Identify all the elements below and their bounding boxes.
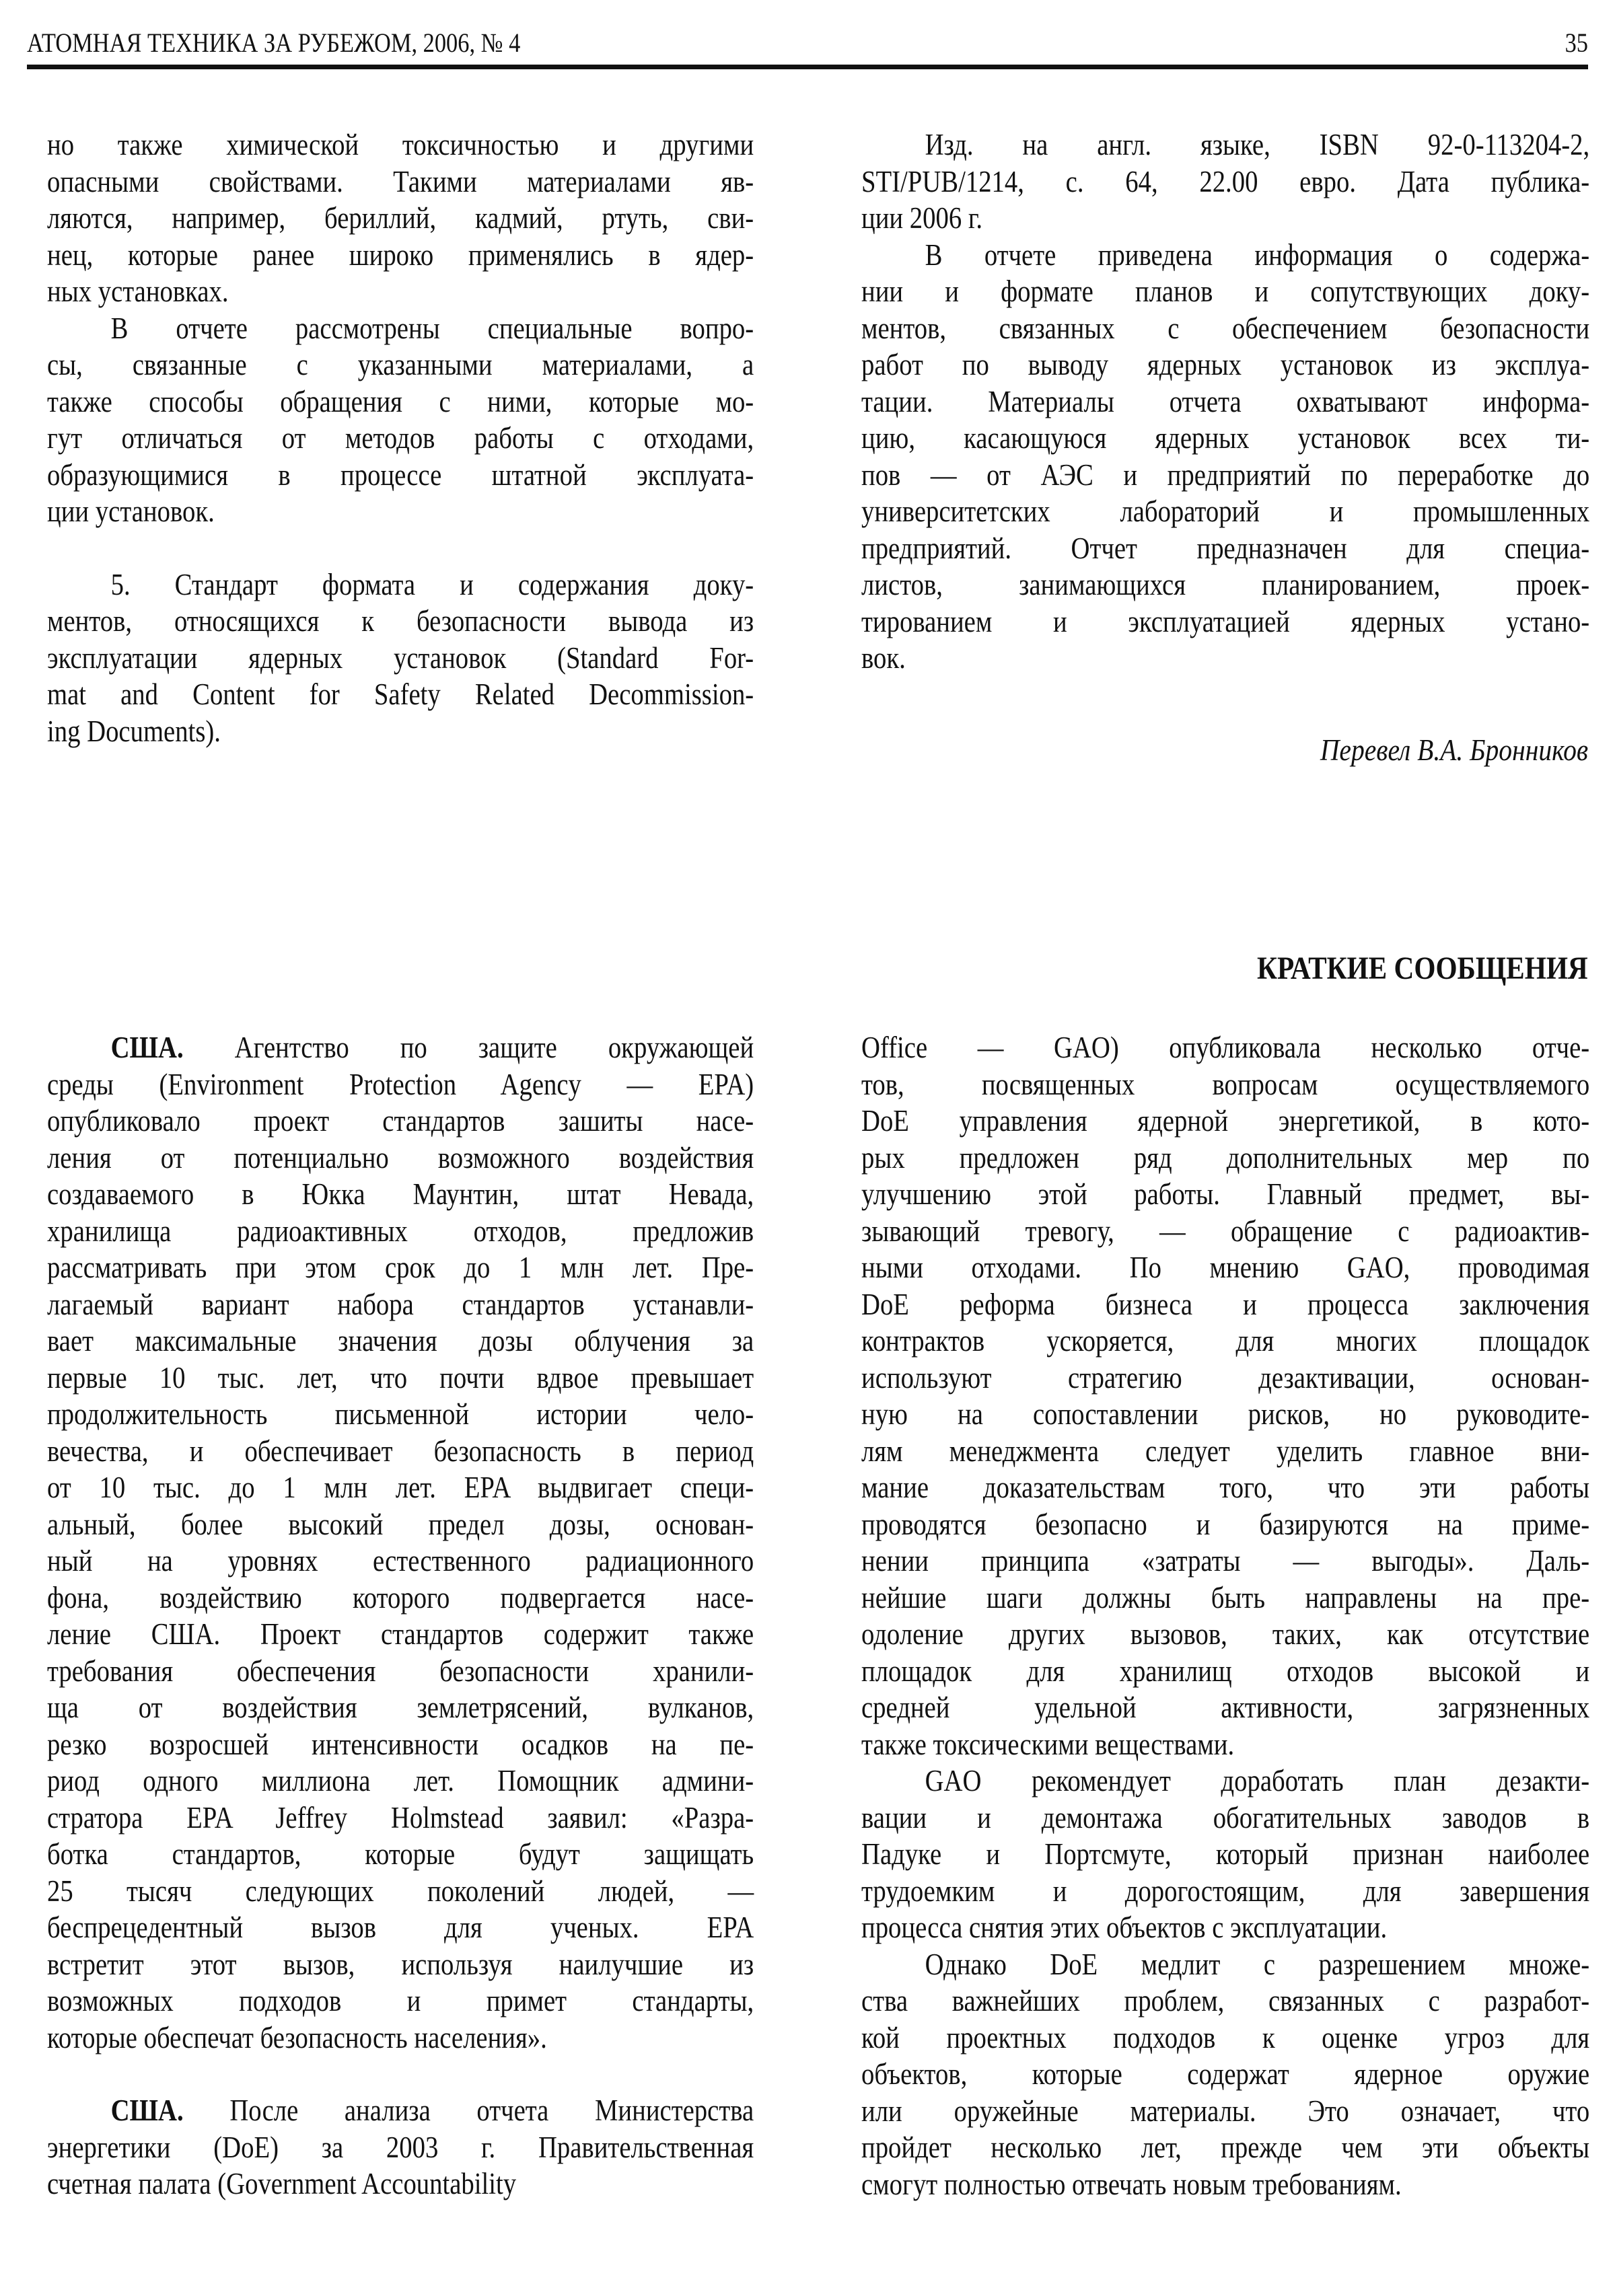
text-line: фона, воздействию которого подвергается насе- xyxy=(47,1580,754,1615)
text-line: ления от потенциально возможного воздействия xyxy=(47,1140,754,1175)
text-line: беспрецедентный вызов для ученых. EPA xyxy=(47,1911,754,1944)
text-line: или оружейные материалы. Это означает, что xyxy=(861,2094,1590,2128)
text-line: ную на сопоставлении рисков, но руководите- xyxy=(861,1397,1590,1431)
text-line: тированием и эксплуатацией ядерных устано- xyxy=(861,604,1590,638)
text-line: 5. Стандарт формата и содержания доку- xyxy=(110,567,754,601)
text-line: пов — от АЭС и предприятий по переработке до xyxy=(861,457,1590,492)
text-line: альный, более высокий предел дозы, основан- xyxy=(47,1507,754,1541)
text-line: Изд. на англ. языке, ISBN 92-0-113204-2, xyxy=(925,128,1590,161)
text-line: счетная палата (Government Accountability xyxy=(47,2167,517,2200)
text-line: гут отличаться от методов работы с отходами, xyxy=(47,421,754,455)
news-item xyxy=(47,1029,754,2056)
text-line: трудоемким и дорогостоящим, для завершения xyxy=(861,1874,1590,1908)
text-line: mat and Content for Safety Related Decommission- xyxy=(47,677,754,711)
text-line: создаваемого в Юкка Маунтин, штат Невада, xyxy=(47,1177,754,1211)
text-line: В отчете приведена информация о содержа- xyxy=(925,237,1590,272)
text-line: среды (Environment Protection Agency — EPA) xyxy=(47,1067,754,1101)
text-line: листов, занимающихся планированием, проек- xyxy=(861,568,1590,601)
text-line: опасными свойствами. Такими материалами яв- xyxy=(47,164,754,198)
text-line: ление США. Проект стандартов содержит также xyxy=(47,1617,754,1651)
text-line: Office — GAO) опубликовала несколько отче- xyxy=(861,1031,1590,1064)
text-line: ными отходами. По мнению GAO, проводимая xyxy=(861,1251,1590,1284)
text-line: ный на уровнях естественного радиационного xyxy=(47,1544,754,1578)
page-number: 35 xyxy=(1565,28,1588,58)
text-line: лям менеджмента следует уделить главное вни- xyxy=(861,1434,1590,1468)
text-line: хранилища радиоактивных отходов, предложив xyxy=(47,1214,754,1248)
text-line: цию, касающуюся ядерных установок всех ти- xyxy=(861,421,1590,455)
text-line: нии и формате планов и сопутствующих доку- xyxy=(861,274,1590,308)
text-line: Падуке и Портсмуте, который признан наиболее xyxy=(861,1837,1590,1871)
text-line: одоление других вызовов, таких, как отсутствие xyxy=(861,1617,1590,1651)
news-item xyxy=(47,2092,754,2202)
text-line: GAO рекомендует доработать план дезакти- xyxy=(925,1764,1590,1798)
text-line: пройдет несколько лет, прежде чем эти объекты xyxy=(861,2131,1590,2164)
text-line: стратора EPA Jeffrey Holmstead заявил: «Разра- xyxy=(47,1800,754,1835)
paragraph xyxy=(47,310,754,530)
text-line: DoE управления ядерной энергетикой, в кото- xyxy=(861,1104,1590,1138)
text-line: тов, посвященных вопросам осуществляемого xyxy=(861,1067,1590,1101)
text-line: университетских лабораторий и промышленных xyxy=(861,494,1590,528)
text-line: лагаемый вариант набора стандартов устанавли- xyxy=(47,1287,754,1321)
text-line: ства важнейших проблем, связанных с разработ- xyxy=(861,1984,1590,2017)
text-line: сы, связанные с указанными материалами, а xyxy=(47,348,754,381)
text-line: площадок для хранилищ отходов высокой и xyxy=(861,1654,1590,1688)
text-line: также токсическими веществами. xyxy=(861,1727,1235,1761)
text-line: вечества, и обеспечивает безопасность в период xyxy=(47,1434,754,1468)
top-right-column xyxy=(861,126,1589,677)
header-rule xyxy=(27,65,1588,69)
text-line: 25 тысяч следующих поколений людей, — xyxy=(47,1874,754,1908)
text-line: ментов, относящихся к безопасности вывода из xyxy=(47,604,754,638)
paragraph xyxy=(861,237,1589,677)
news-lead-country: США. xyxy=(110,2094,184,2127)
text-line: вации и демонтажа обогатительных заводов в xyxy=(861,1800,1590,1835)
text-line: ции 2006 г. xyxy=(861,201,983,235)
text-line: STI/PUB/1214, с. 64, 22.00 евро. Дата публика- xyxy=(861,164,1590,198)
text-line: встретит этот вызов, используя наилучшие из xyxy=(47,1947,754,1981)
text-line: резко возросшей интенсивности осадков на пе- xyxy=(47,1727,754,1761)
text-line: эксплуатации ядерных установок (Standard For- xyxy=(47,640,754,675)
text-line: средней удельной активности, загрязненных xyxy=(861,1691,1590,1724)
text-line: улучшению этой работы. Главный предмет, вы- xyxy=(861,1177,1590,1211)
bottom-right-column xyxy=(861,1029,1589,2202)
text-line: рассматривать при этом срок до 1 млн лет. Пре- xyxy=(47,1251,754,1284)
text-line: работ по выводу ядерных установок из эксплуа- xyxy=(861,348,1590,381)
text-line: кой проектных подходов к оценке угроз для xyxy=(861,2020,1590,2054)
text-line: предприятий. Отчет предназначен для специа- xyxy=(861,531,1590,565)
text-line: первые 10 тыс. лет, что почти вдвое превышает xyxy=(47,1360,754,1395)
text-line: ции установок. xyxy=(47,494,215,528)
text-line: объектов, которые содержат ядерное оружие xyxy=(861,2057,1590,2091)
text-line: Однако DoE медлит с разрешением множе- xyxy=(925,1947,1590,1981)
top-left-column xyxy=(47,126,754,749)
text-line: требования обеспечения безопасности хранили- xyxy=(47,1654,754,1688)
text-line: смогут полностью отвечать новым требованиям. xyxy=(861,2167,1402,2201)
text-line: ща от воздействия землетрясений, вулканов, xyxy=(47,1691,754,1724)
text-line: вает максимальные значения дозы облучения за xyxy=(47,1324,754,1358)
text-line: нении принципа «затраты — выгоды». Даль- xyxy=(861,1544,1590,1578)
text-line: ботка стандартов, которые будут защищать xyxy=(47,1837,754,1871)
text-line: от 10 тыс. до 1 млн лет. EPA выдвигает специ- xyxy=(47,1471,754,1504)
running-header xyxy=(27,27,1588,67)
text-line: ing Documents). xyxy=(47,714,221,748)
text-line: контрактов ускоряется, для многих площадок xyxy=(861,1324,1590,1358)
text-line: используют стратегию дезактивации, основан- xyxy=(861,1360,1590,1395)
paragraph xyxy=(861,1029,1589,1763)
text-line: вок. xyxy=(861,641,906,675)
text-line: США. После анализа отчета Министерства xyxy=(110,2094,754,2127)
text-line: ментов, связанных с обеспечением безопасности xyxy=(861,311,1590,345)
text-line: проводятся безопасно и базируются на приме- xyxy=(861,1507,1590,1541)
paragraph xyxy=(861,1763,1589,1946)
text-line: США. Агентство по защите окружающей xyxy=(110,1031,754,1064)
text-line: риод одного миллиона лет. Помощник админи- xyxy=(47,1764,754,1798)
text-line: возможных подходов и примет стандарты, xyxy=(47,1984,754,2017)
news-lead-country: США. xyxy=(110,1031,184,1064)
paragraph xyxy=(47,566,754,750)
text-line: нец, которые ранее широко применялись в ядер- xyxy=(47,237,754,272)
paragraph xyxy=(861,1946,1589,2203)
translator-credit: Перевел В.А. Бронников xyxy=(1320,733,1588,767)
text-line: рых предложен ряд дополнительных мер по xyxy=(861,1140,1590,1175)
text-line: продолжительность письменной истории чело- xyxy=(47,1397,754,1431)
text-line: опубликовало проект стандартов зашиты насе- xyxy=(47,1104,754,1138)
paragraph xyxy=(861,126,1589,237)
bottom-left-column xyxy=(47,1029,754,2202)
text-line: но также химической токсичностью и другими xyxy=(47,128,754,161)
text-line: ных установках. xyxy=(47,274,229,308)
text-line: тации. Материалы отчета охватывают информа- xyxy=(861,384,1590,418)
paragraph xyxy=(47,126,754,310)
text-line: образующимися в процессе штатной эксплуата- xyxy=(47,457,754,492)
text-line: зывающий тревогу, — обращение с радиоактив- xyxy=(861,1214,1590,1248)
text-line: энергетики (DoE) за 2003 г. Правительственная xyxy=(47,2130,754,2164)
text-line: DoE реформа бизнеса и процесса заключения xyxy=(861,1287,1590,1321)
journal-title: АТОМНАЯ ТЕХНИКА ЗА РУБЕЖОМ, 2006, № 4 xyxy=(27,28,521,58)
text-line: также способы обращения с ними, которые мо- xyxy=(47,384,754,418)
text-line: нейшие шаги должны быть направлены на пре- xyxy=(861,1580,1590,1615)
text-line: В отчете рассмотрены специальные вопро- xyxy=(110,311,754,345)
text-line: ляются, например, бериллий, кадмий, ртуть, сви- xyxy=(47,201,754,235)
text-line: мание доказательствам того, что эти работы xyxy=(861,1471,1590,1504)
section-title: КРАТКИЕ СООБЩЕНИЯ xyxy=(1257,951,1588,986)
text-line: процесса снятия этих объектов с эксплуатации. xyxy=(861,1911,1388,1944)
text-line: которые обеспечат безопасность населения». xyxy=(47,2020,547,2054)
